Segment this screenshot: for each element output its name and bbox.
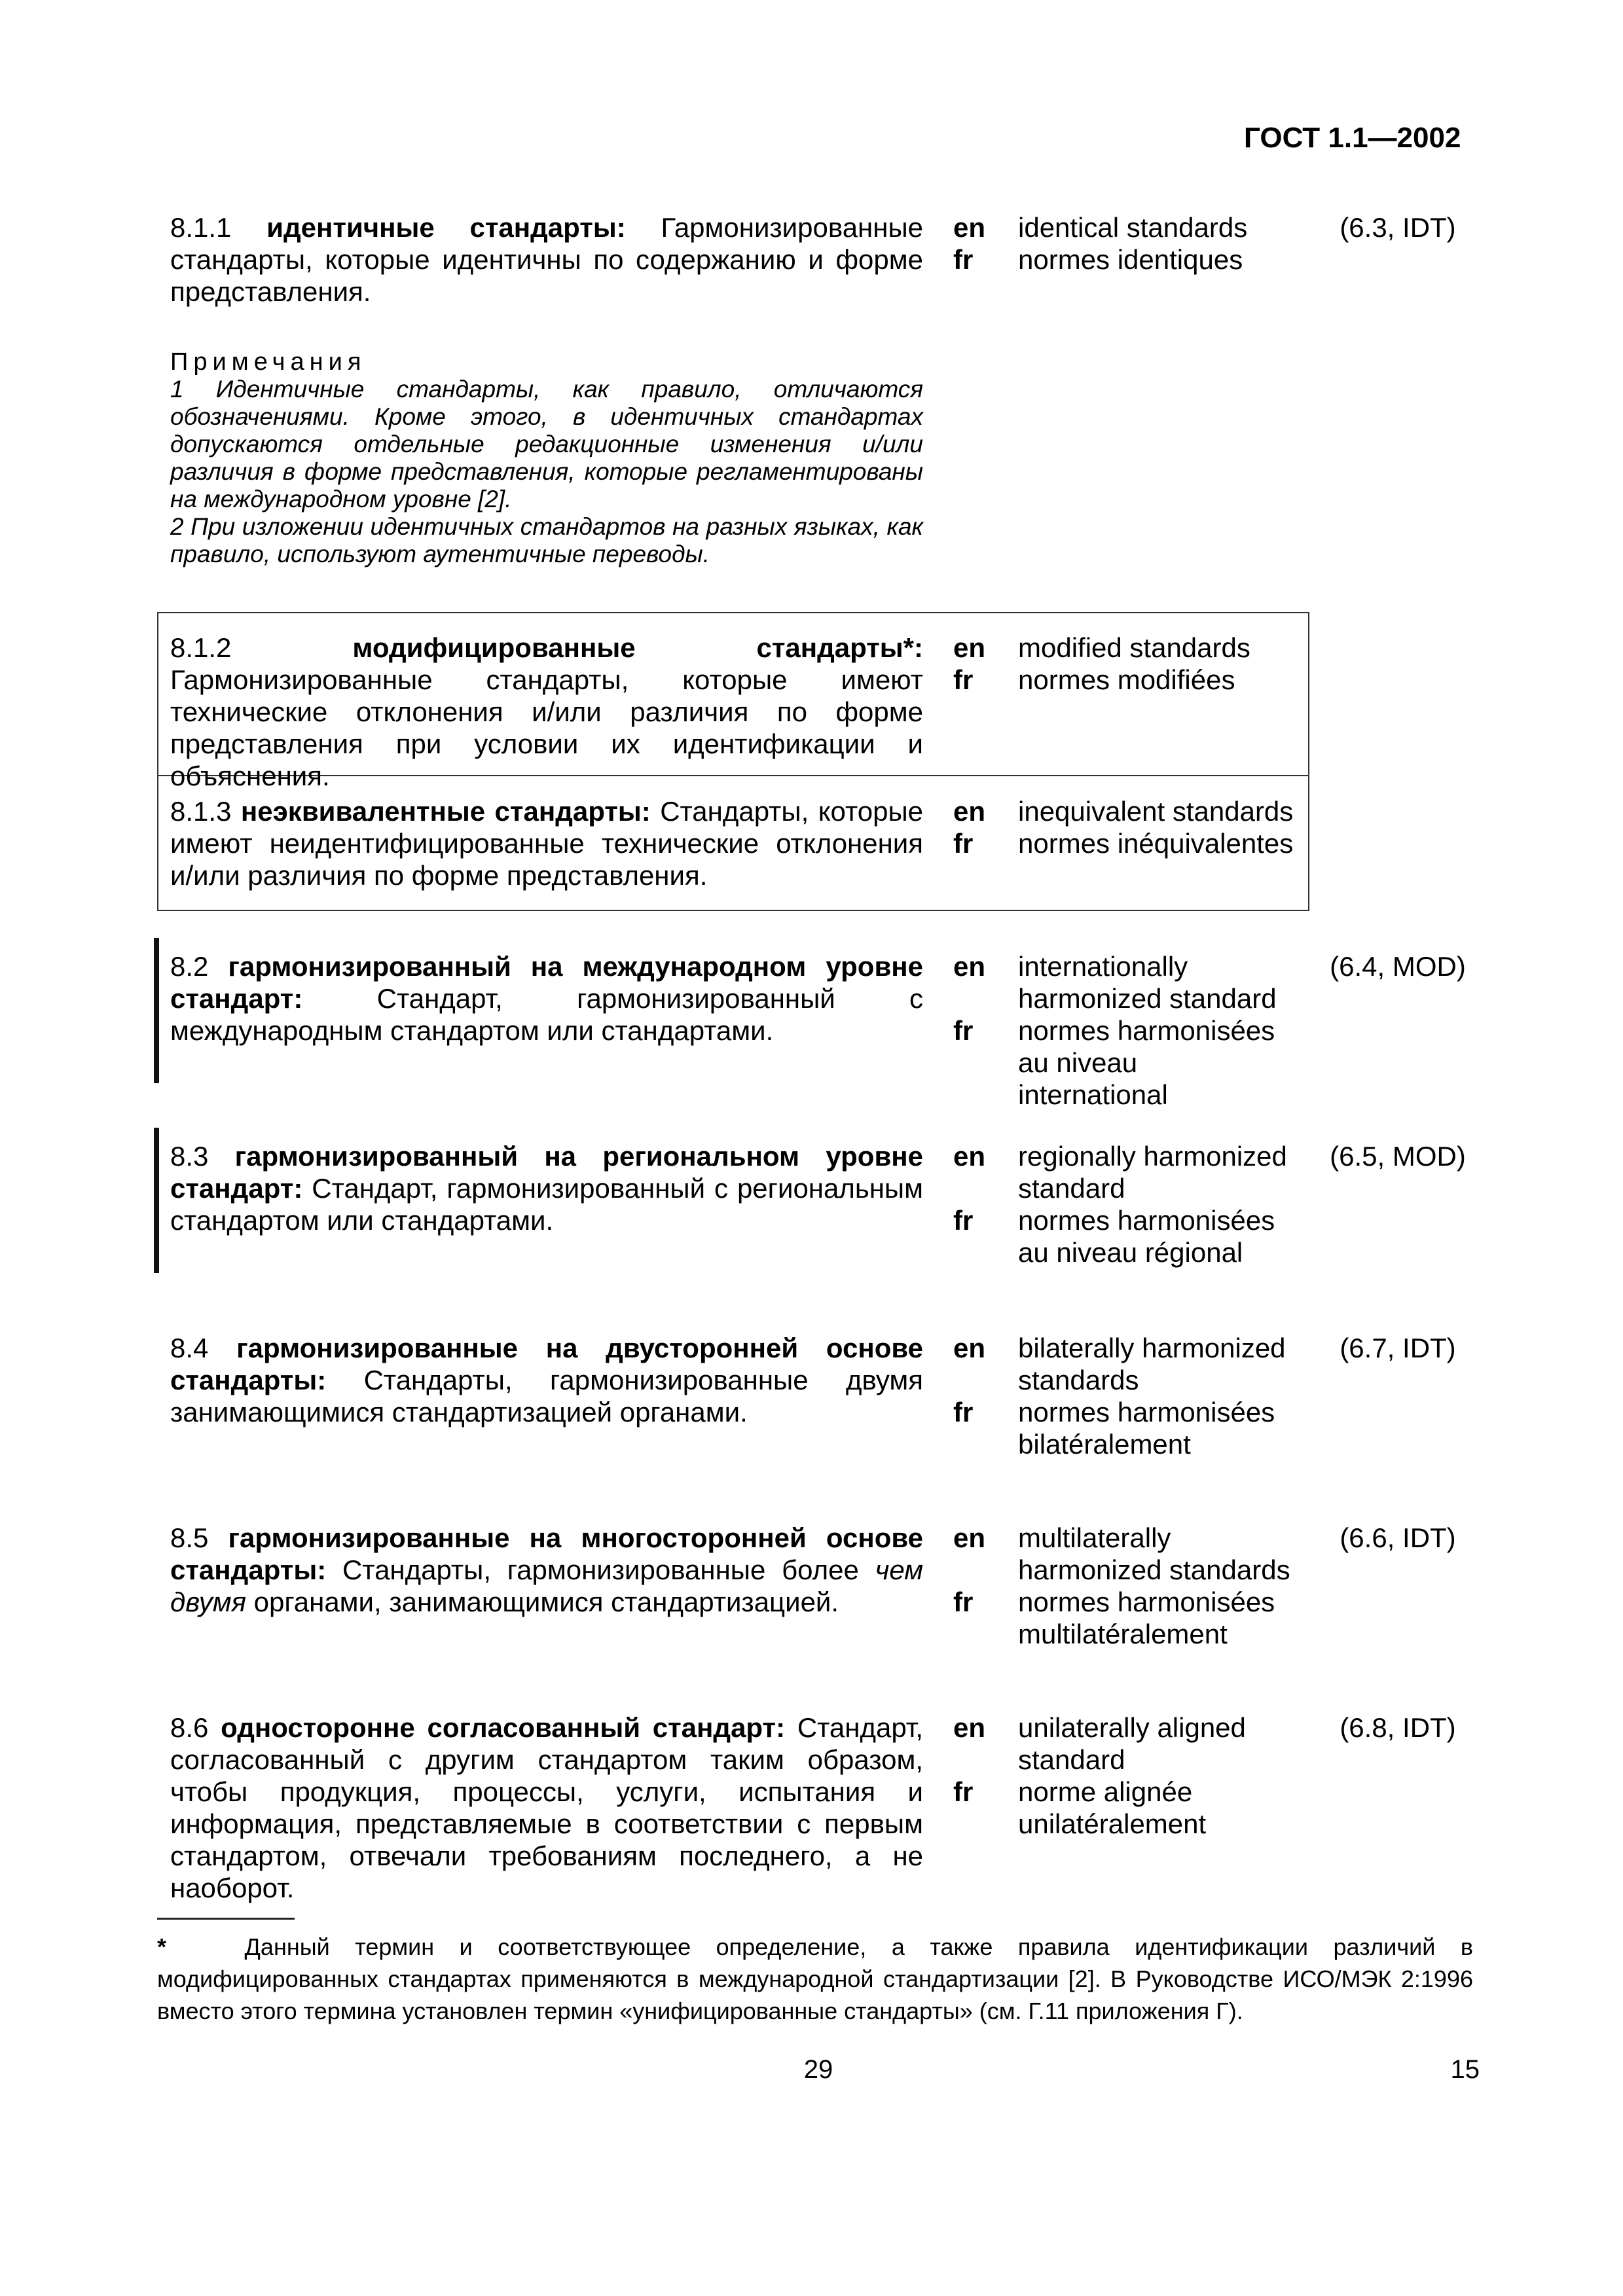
fr-term: normes modifiées bbox=[1018, 664, 1235, 695]
page-number-right: 15 bbox=[1450, 2055, 1480, 2084]
en-term: unilaterally aligned standard bbox=[1018, 1712, 1246, 1775]
fr-term: normes inéquivalentes bbox=[1018, 828, 1294, 859]
en-term: bilaterally harmonized standards bbox=[1018, 1333, 1286, 1395]
lang-fr-label: fr bbox=[953, 244, 974, 275]
lang-fr-label: fr bbox=[953, 1587, 974, 1617]
lang-en-label: en bbox=[953, 796, 986, 827]
en-term: regionally harmonized standard bbox=[1018, 1141, 1287, 1204]
lang-fr-label: fr bbox=[953, 1015, 974, 1046]
entry-8-2-langs bbox=[953, 950, 999, 1047]
entry-definition-end: органами, занимающимися стандартизацией. bbox=[246, 1587, 839, 1617]
lang-en-label: en bbox=[953, 212, 986, 243]
entry-8-4-ref: (6.7, IDT) bbox=[1340, 1333, 1456, 1363]
entry-number: 8.1.3 bbox=[170, 796, 232, 827]
entry-8-1-3-langs bbox=[953, 795, 999, 859]
entry-8-4-terms bbox=[1018, 1332, 1293, 1460]
lang-fr-label: fr bbox=[953, 1397, 974, 1427]
lang-en-label: en bbox=[953, 951, 986, 982]
en-term: modified standards bbox=[1018, 632, 1250, 663]
entry-term: идентичные стандарты: bbox=[266, 212, 626, 243]
entry-definition: Стандарт, гармонизированный с региональным стандартом или стандартами. bbox=[170, 1173, 923, 1236]
lang-fr-label: fr bbox=[953, 828, 974, 859]
entry-8-1-2-terms bbox=[1018, 632, 1313, 696]
entry-term: гармонизированный на региональном уровне стандарт: bbox=[170, 1141, 923, 1204]
entry-number: 8.5 bbox=[170, 1522, 209, 1553]
entry-definition: Стандарты, которые имеют неидентифицированные технические отклонения и/или различия по форме представления. bbox=[170, 796, 924, 891]
entry-term: гармонизированные на двусторонней основе стандарты: bbox=[170, 1333, 923, 1395]
footnote-text: Данный термин и соответствующее определение, а также правила идентификации различий в модифицированных стандартах применяются в международной стандартизации [2]. В Руководстве ИСО/МЭК 2:1996 вместо этого термина установлен термин «унифицированные стандарты» (см. Г.11 приложения Г). bbox=[157, 1933, 1473, 2024]
entry-8-1-2-langs bbox=[953, 632, 999, 696]
lang-fr-label: fr bbox=[953, 664, 974, 695]
fr-term: normes harmonisées au niveau international bbox=[1018, 1015, 1275, 1110]
entry-8-2-ref: (6.4, MOD) bbox=[1330, 951, 1466, 982]
note-1: 1 Идентичные стандарты, как правило, отличаются обозначениями. Кроме этого, в идентичных стандартах допускаются отдельные редакционные изменения и/или различия в форме представления, которые регламентированы на международном уровне [2]. bbox=[170, 376, 923, 512]
entry-term: модифицированные стандарты*: bbox=[352, 632, 923, 663]
entry-8-4-definition bbox=[170, 1332, 923, 1428]
entry-8-1-1-terms bbox=[1018, 211, 1313, 276]
en-term: inequivalent standards bbox=[1018, 796, 1294, 827]
entry-8-5-definition bbox=[170, 1522, 923, 1618]
entry-number: 8.3 bbox=[170, 1141, 209, 1172]
lang-en-label: en bbox=[953, 1333, 986, 1363]
entry-8-1-1-definition bbox=[170, 211, 923, 308]
entry-number: 8.6 bbox=[170, 1712, 209, 1743]
footnote-separator bbox=[157, 1918, 295, 1920]
notes-block bbox=[170, 348, 923, 568]
entry-term: неэквивалентные стандарты: bbox=[240, 796, 651, 827]
entry-8-1-3-terms bbox=[1018, 795, 1313, 859]
entry-8-6-definition bbox=[170, 1712, 923, 1904]
entry-number: 8.2 bbox=[170, 951, 209, 982]
entry-8-2-terms bbox=[1018, 950, 1293, 1111]
note-2: 2 При изложении идентичных стандартов на разных языках, как правило, используют аутентичные переводы. bbox=[170, 513, 923, 567]
en-term: multilaterally harmonized standards bbox=[1018, 1522, 1290, 1585]
entry-8-4-langs bbox=[953, 1332, 999, 1428]
entry-definition: Стандарт, согласованный с другим стандартом таким образом, чтобы продукция, процессы, услуги, испытания и информация, представляемые в соответствии с первым стандартом, отвечали требованиям последнего, а не наоборот. bbox=[170, 1712, 924, 1903]
entry-definition-start: Стандарты, гармонизированные более bbox=[342, 1554, 875, 1585]
entry-8-5-terms bbox=[1018, 1522, 1293, 1650]
lang-en-label: en bbox=[953, 1141, 986, 1172]
entry-number: 8.1.2 bbox=[170, 632, 232, 663]
en-term: internationally harmonized standard bbox=[1018, 951, 1277, 1014]
entry-8-5-ref: (6.6, IDT) bbox=[1340, 1522, 1456, 1553]
lang-en-label: en bbox=[953, 1522, 986, 1553]
entry-definition: Стандарты, гармонизированные двумя занимающимися стандартизацией органами. bbox=[170, 1365, 924, 1427]
fr-term: normes identiques bbox=[1018, 244, 1243, 275]
entry-8-3-terms bbox=[1018, 1140, 1300, 1268]
entry-8-6-langs bbox=[953, 1712, 999, 1808]
lang-fr-label: fr bbox=[953, 1776, 974, 1807]
entry-term: односторонне согласованный стандарт: bbox=[221, 1712, 786, 1743]
entry-number: 8.1.1 bbox=[170, 212, 232, 243]
lang-fr-label: fr bbox=[953, 1205, 974, 1236]
notes-title: Примечания bbox=[170, 348, 367, 376]
footnote-mark: * bbox=[157, 1933, 167, 1960]
fr-term: norme alignée unilatéralement bbox=[1018, 1776, 1207, 1839]
entry-8-3-ref: (6.5, MOD) bbox=[1330, 1141, 1466, 1172]
change-bar bbox=[154, 1128, 159, 1273]
entry-8-3-langs bbox=[953, 1140, 999, 1236]
change-bar bbox=[154, 938, 159, 1083]
fr-term: normes harmonisées multilatéralement bbox=[1018, 1587, 1275, 1649]
entry-8-1-2-definition bbox=[170, 632, 923, 792]
entry-term: гармонизированный на международном уровне стандарт: bbox=[170, 951, 923, 1014]
entry-8-6-ref: (6.8, IDT) bbox=[1340, 1712, 1456, 1743]
entry-8-5-langs bbox=[953, 1522, 999, 1618]
footnote bbox=[157, 1931, 1473, 2027]
document-code: ГОСТ 1.1—2002 bbox=[1244, 122, 1461, 154]
entry-definition: Стандарт, гармонизированный с международным стандартом или стандартами. bbox=[170, 983, 923, 1046]
entry-8-3-definition bbox=[170, 1140, 923, 1236]
entry-definition-emphasis: чем двумя bbox=[170, 1554, 923, 1617]
en-term: identical standards bbox=[1018, 212, 1248, 243]
lang-en-label: en bbox=[953, 632, 986, 663]
lang-en-label: en bbox=[953, 1712, 986, 1743]
fr-term: normes harmonisées bilatéralement bbox=[1018, 1397, 1275, 1460]
page-number-center: 29 bbox=[803, 2055, 833, 2084]
fr-term: normes harmonisées au niveau régional bbox=[1018, 1205, 1275, 1268]
entry-definition: Гармонизированные стандарты, которые имеют технические отклонения и/или различия по форме представления при условии их идентификации и объяснения. bbox=[170, 664, 923, 791]
entry-8-1-1-ref: (6.3, IDT) bbox=[1340, 212, 1456, 243]
entry-definition: Гармонизированные стандарты, которые идентичны по содержанию и форме представления. bbox=[170, 212, 923, 307]
entry-number: 8.4 bbox=[170, 1333, 209, 1363]
entry-8-6-terms bbox=[1018, 1712, 1293, 1840]
entry-8-2-definition bbox=[170, 950, 923, 1047]
entry-8-1-1-langs bbox=[953, 211, 999, 276]
entry-term: гармонизированные на многосторонней основе стандарты: bbox=[170, 1522, 923, 1585]
entry-8-1-3-definition bbox=[170, 795, 923, 891]
